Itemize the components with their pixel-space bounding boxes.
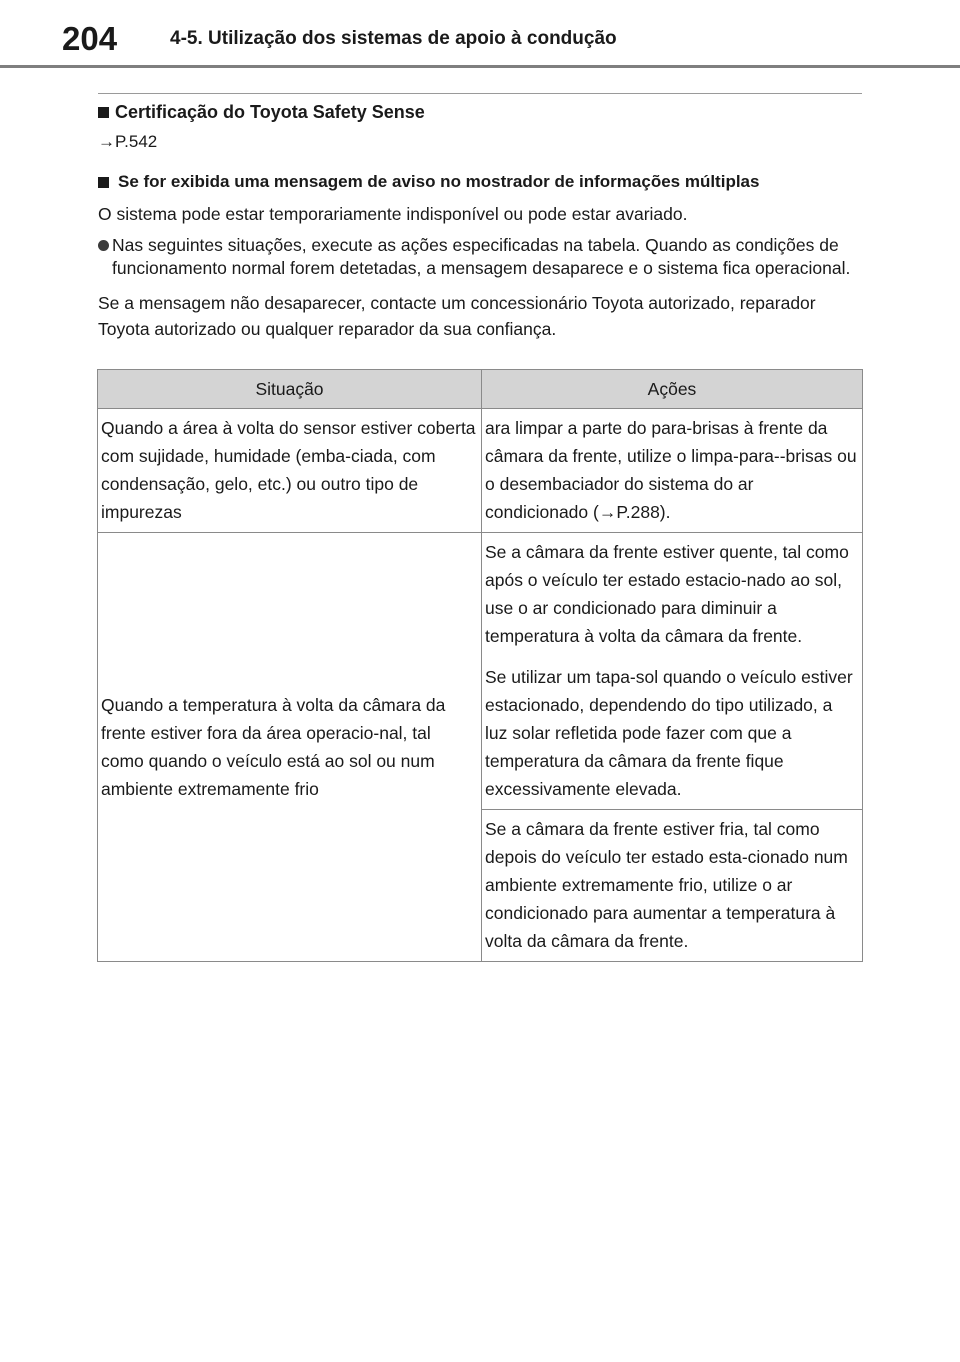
certification-reference-link[interactable]: →P.542 — [98, 132, 158, 151]
situation-actions-table — [97, 369, 863, 962]
warning-heading — [98, 170, 863, 194]
action-text: Se utilizar um tapa-sol quando o veículo estiver estacionado, dependendo do tipo utilizado, a luz solar refletida pode fazer com que a temperatura da câmara da frente fique excessivamente elevada. — [485, 667, 853, 799]
table-cell-situation — [98, 409, 482, 533]
table-cell-action — [482, 533, 863, 810]
certification-heading — [98, 100, 863, 124]
table-row — [98, 409, 863, 533]
warning-intro: O sistema pode estar temporariamente indisponível ou pode estar avariado. — [98, 204, 688, 224]
table-header-situation: Situação — [98, 370, 482, 409]
page-number: 204 — [62, 20, 118, 57]
page-content — [98, 98, 863, 342]
warning-heading-text: Se for exibida uma mensagem de aviso no mostrador de informações múltiplas — [118, 172, 760, 191]
square-bullet-icon — [98, 177, 109, 188]
content-divider — [98, 93, 862, 94]
certification-heading-text: Certificação do Toyota Safety Sense — [115, 102, 425, 122]
action-text: ara limpar a parte do para-brisas à frente da câmara da frente, utilize o limpa-para--brisas ou o desembaciador do sistema do ar condicionado (→P.288). — [485, 418, 857, 522]
table-cell-action — [482, 409, 863, 533]
action-text: Se a câmara da frente estiver quente, tal como após o veículo ter estado estacio-nado ao sol, use o ar condicionado para diminuir a temperatura à volta da câmara da frente. — [485, 542, 849, 646]
square-bullet-icon — [98, 107, 109, 118]
table-cell-situation — [98, 533, 482, 962]
action-text: Se a câmara da frente estiver fria, tal como depois do veículo ter estado esta-cionado num ambiente extremamente frio, utilize o ar condicionado para aumentar a temperatura à volta da câmara da frente. — [485, 819, 848, 951]
table-header-actions: Ações — [482, 370, 863, 409]
table-cell-action — [482, 810, 863, 962]
situation-text: Quando a área à volta do sensor estiver coberta com sujidade, humidade (emba-ciada, com condensação, gelo, etc.) ou outro tipo de impurezas — [101, 418, 476, 522]
header-divider — [0, 65, 960, 68]
warning-bullet-text: Nas seguintes situações, execute as ações especificadas na tabela. Quando as condições de funcionamento normal forem detetadas, a mensagem desaparece e o sistema fica operacional. — [112, 235, 851, 278]
table-row — [98, 533, 863, 810]
situation-text: Quando a temperatura à volta da câmara da frente estiver fora da área operacio-nal, tal como quando o veículo está ao sol ou num ambiente extremamente frio — [101, 694, 446, 799]
table-header-row — [98, 370, 863, 409]
round-bullet-icon — [98, 240, 109, 251]
contact-paragraph: Se a mensagem não desaparecer, contacte um concessionário Toyota autorizado, reparador Toyota autorizado ou qualquer reparador da sua confiança. — [98, 293, 816, 339]
warning-bullet — [98, 234, 863, 280]
section-title: 4-5. Utilização dos sistemas de apoio à condução — [170, 28, 617, 49]
